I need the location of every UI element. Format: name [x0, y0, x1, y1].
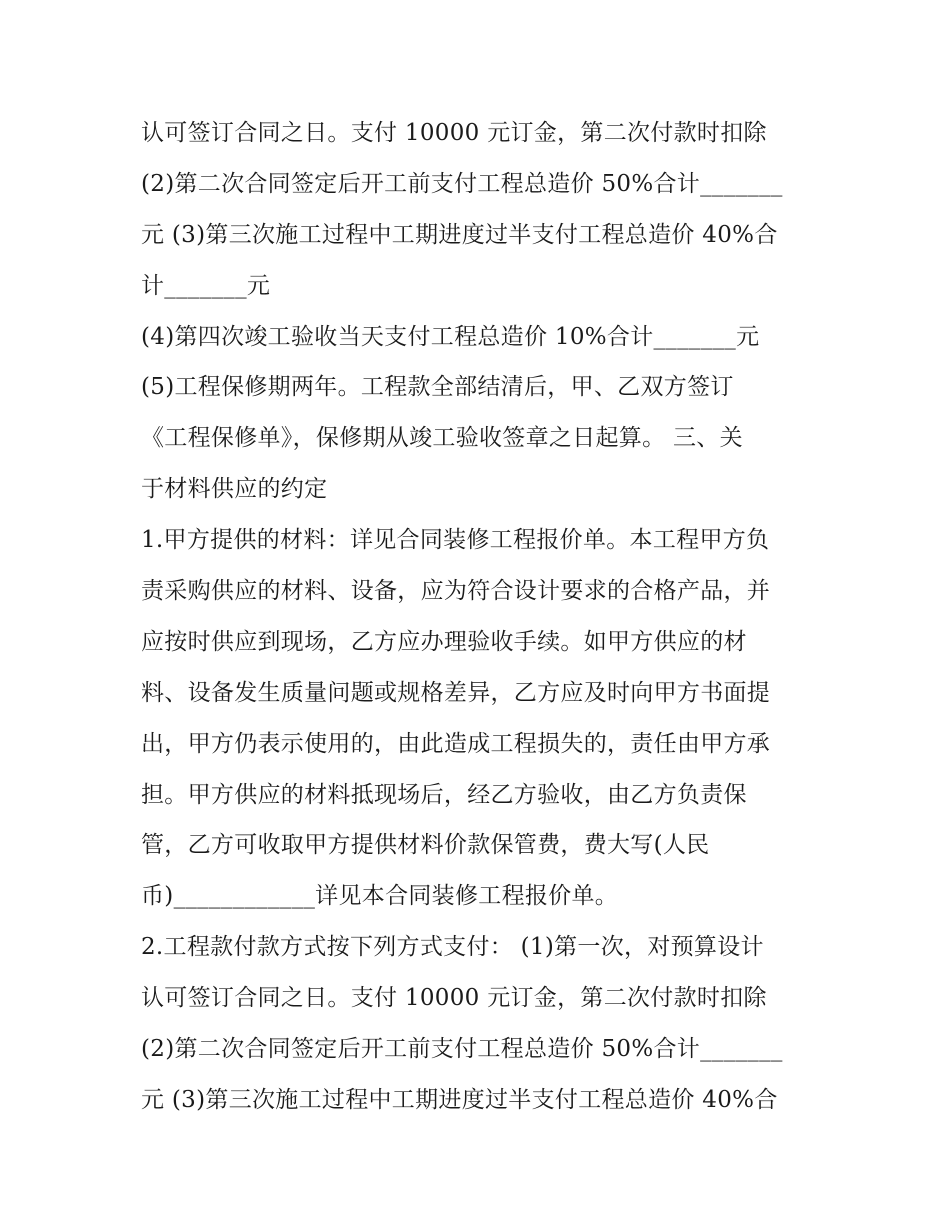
- text-line: 责采购供应的材料、设备，应为符合设计要求的合格产品，并: [141, 578, 771, 605]
- text-line: 认可签订合同之日。支付 10000 元订金，第二次付款时扣除: [141, 985, 767, 1012]
- text-line: 元 (3)第三次施工过程中工期进度过半支付工程总造价 40%合: [141, 221, 778, 248]
- text-line: 应按时供应到现场，乙方应办理验收手续。如甲方供应的材: [141, 628, 747, 655]
- text-line: 于材料供应的约定: [141, 476, 328, 503]
- text-line: (2)第二次合同签定后开工前支付工程总造价 50%合计_______: [141, 170, 783, 197]
- text-line: 出，甲方仍表示使用的，由此造成工程损失的，责任由甲方承: [141, 730, 771, 757]
- text-line: 2.工程款付款方式按下列方式支付： (1)第一次，对预算设计: [141, 934, 764, 961]
- text-line: (5)工程保修期两年。工程款全部结清后，甲、乙双方签订: [141, 374, 734, 401]
- text-line: 元 (3)第三次施工过程中工期进度过半支付工程总造价 40%合: [141, 1086, 778, 1113]
- text-line: (2)第二次合同签定后开工前支付工程总造价 50%合计_______: [141, 1036, 783, 1063]
- text-line: 管，乙方可收取甲方提供材料价款保管费，费大写(人民: [141, 832, 710, 859]
- text-line: 料、设备发生质量问题或规格差异，乙方应及时向甲方书面提: [141, 679, 771, 706]
- text-line: 《工程保修单》，保修期从竣工验收签章之日起算。 三、关: [141, 425, 743, 452]
- text-line: 币)____________详见本合同装修工程报价单。: [141, 883, 619, 910]
- text-line: (4)第四次竣工验收当天支付工程总造价 10%合计_______元: [141, 323, 760, 350]
- text-line: 1.甲方提供的材料：详见合同装修工程报价单。本工程甲方负: [141, 527, 770, 554]
- text-line: 计_______元: [141, 272, 271, 299]
- text-line: 担。甲方供应的材料抵现场后，经乙方验收，由乙方负责保: [141, 781, 747, 808]
- contract-text-block: [141, 108, 831, 1126]
- text-line: 认可签订合同之日。支付 10000 元订金，第二次付款时扣除: [141, 120, 767, 146]
